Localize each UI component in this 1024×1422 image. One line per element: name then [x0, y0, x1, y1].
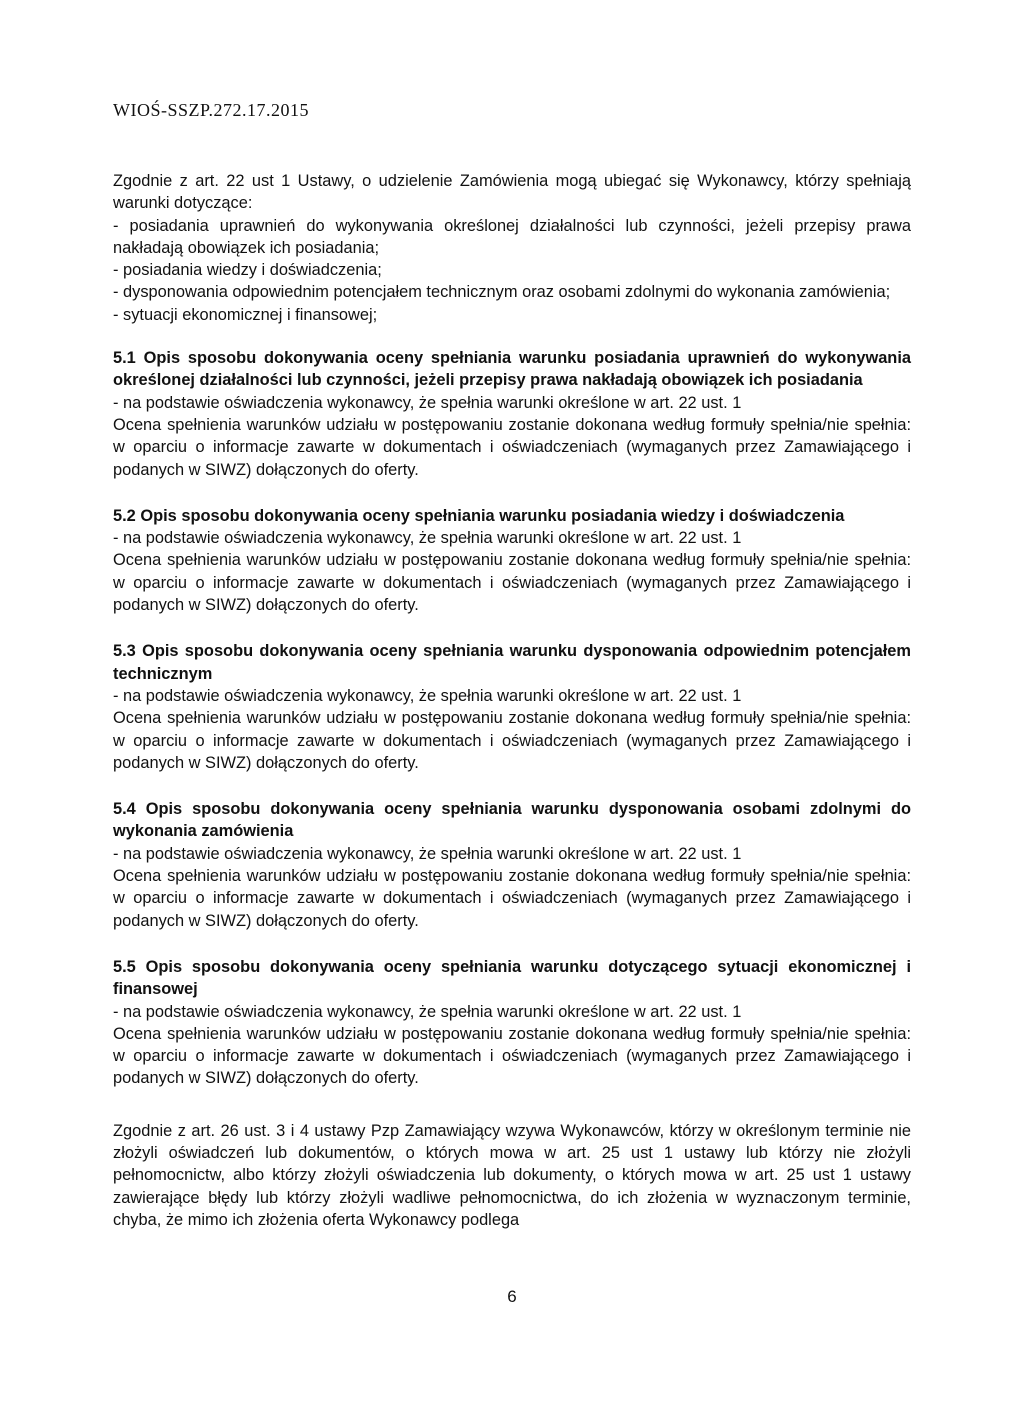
condition-item: - dysponowania odpowiednim potencjałem technicznym oraz osobami zdolnymi do wykonania zamówienia; [113, 283, 891, 302]
section-5-5 [113, 956, 911, 1090]
document-reference-number: WIOŚ-SSZP.272.17.2015 [113, 100, 310, 120]
condition-item: - sytuacji ekonomicznej i finansowej; [113, 305, 378, 324]
section-title: 5.2 Opis sposobu dokonywania oceny spełniania warunku posiadania wiedzy i doświadczenia [113, 506, 845, 525]
section-assessment: Ocena spełnienia warunków udziału w postępowaniu zostanie dokonana według formuły spełnia/nie spełnia: w oparciu o informacje zawarte w dokumentach i oświadczeniach (wymaganych przez Zamawiającego i podanych w SIWZ) dołączonych do oferty. [113, 709, 911, 772]
section-basis: - na podstawie oświadczenia wykonawcy, że spełnia warunki określone w art. 22 ust. 1 [113, 686, 742, 705]
section-basis: - na podstawie oświadczenia wykonawcy, że spełnia warunki określone w art. 22 ust. 1 [113, 393, 742, 412]
section-assessment: Ocena spełnienia warunków udziału w postępowaniu zostanie dokonana według formuły spełnia/nie spełnia: w oparciu o informacje zawarte w dokumentach i oświadczeniach (wymaganych przez Zamawiającego i podanych w SIWZ) dołączonych do oferty. [113, 867, 911, 930]
conditions-list [113, 215, 911, 326]
section-5-1 [113, 347, 911, 481]
intro-paragraph: Zgodnie z art. 22 ust 1 Ustawy, o udzielenie Zamówienia mogą ubiegać się Wykonawcy, którzy spełniają warunki dotyczące: [113, 172, 911, 213]
section-basis: - na podstawie oświadczenia wykonawcy, że spełnia warunki określone w art. 22 ust. 1 [113, 529, 742, 548]
condition-item: - posiadania uprawnień do wykonywania określonej działalności lub czynności, jeżeli przepisy prawa nakładają obowiązek ich posiadania; [113, 216, 911, 257]
section-assessment: Ocena spełnienia warunków udziału w postępowaniu zostanie dokonana według formuły spełnia/nie spełnia: w oparciu o informacje zawarte w dokumentach i oświadczeniach (wymaganych przez Zamawiającego i podanych w SIWZ) dołączonych do oferty. [113, 415, 911, 479]
section-5-4 [113, 798, 911, 932]
condition-item: - posiadania wiedzy i doświadczenia; [113, 261, 382, 280]
page-number: 6 [507, 1287, 517, 1306]
closing-paragraph: Zgodnie z art. 26 ust. 3 i 4 ustawy Pzp Zamawiający wzywa Wykonawców, którzy w określonym terminie nie złożyli oświadczeń lub dokumentów, o których mowa w art. 25 ust 1 ustawy lub którzy nie złożyli pełnomocnictw, albo którzy złożyli oświadczenia lub dokumenty, o których mowa w art. 25 ust 1 ustawy zawierające błędy lub którzy złożyli wadliwe pełnomocnictwa, do ich złożenia w wyznaczonym terminie, chyba, że mimo ich złożenia oferta Wykonawcy podlega [113, 1121, 911, 1229]
section-title: 5.1 Opis sposobu dokonywania oceny spełniania warunku posiadania uprawnień do wykonywania określonej działalności lub czynności, jeżeli przepisy prawa nakładają obowiązek ich posiadania [113, 349, 911, 390]
document-body [113, 170, 911, 1231]
section-5-2 [113, 505, 911, 616]
section-basis: - na podstawie oświadczenia wykonawcy, że spełnia warunki określone w art. 22 ust. 1 [113, 1002, 742, 1021]
section-5-3 [113, 640, 911, 774]
section-title: 5.3 Opis sposobu dokonywania oceny spełniania warunku dysponowania odpowiednim potencjałem technicznym [113, 642, 911, 683]
section-assessment: Ocena spełnienia warunków udziału w postępowaniu zostanie dokonana według formuły spełnia/nie spełnia: w oparciu o informacje zawarte w dokumentach i oświadczeniach (wymaganych przez Zamawiającego i podanych w SIWZ) dołączonych do oferty. [113, 1024, 911, 1088]
section-title: 5.5 Opis sposobu dokonywania oceny spełniania warunku dotyczącego sytuacji ekonomicznej i finansowej [113, 957, 911, 999]
section-basis: - na podstawie oświadczenia wykonawcy, że spełnia warunki określone w art. 22 ust. 1 [113, 844, 742, 863]
section-assessment: Ocena spełnienia warunków udziału w postępowaniu zostanie dokonana według formuły spełnia/nie spełnia: w oparciu o informacje zawarte w dokumentach i oświadczeniach (wymaganych przez Zamawiającego i podanych w SIWZ) dołączonych do oferty. [113, 551, 911, 615]
section-title: 5.4 Opis sposobu dokonywania oceny spełniania warunku dysponowania osobami zdolnymi do wykonania zamówienia [113, 800, 911, 841]
